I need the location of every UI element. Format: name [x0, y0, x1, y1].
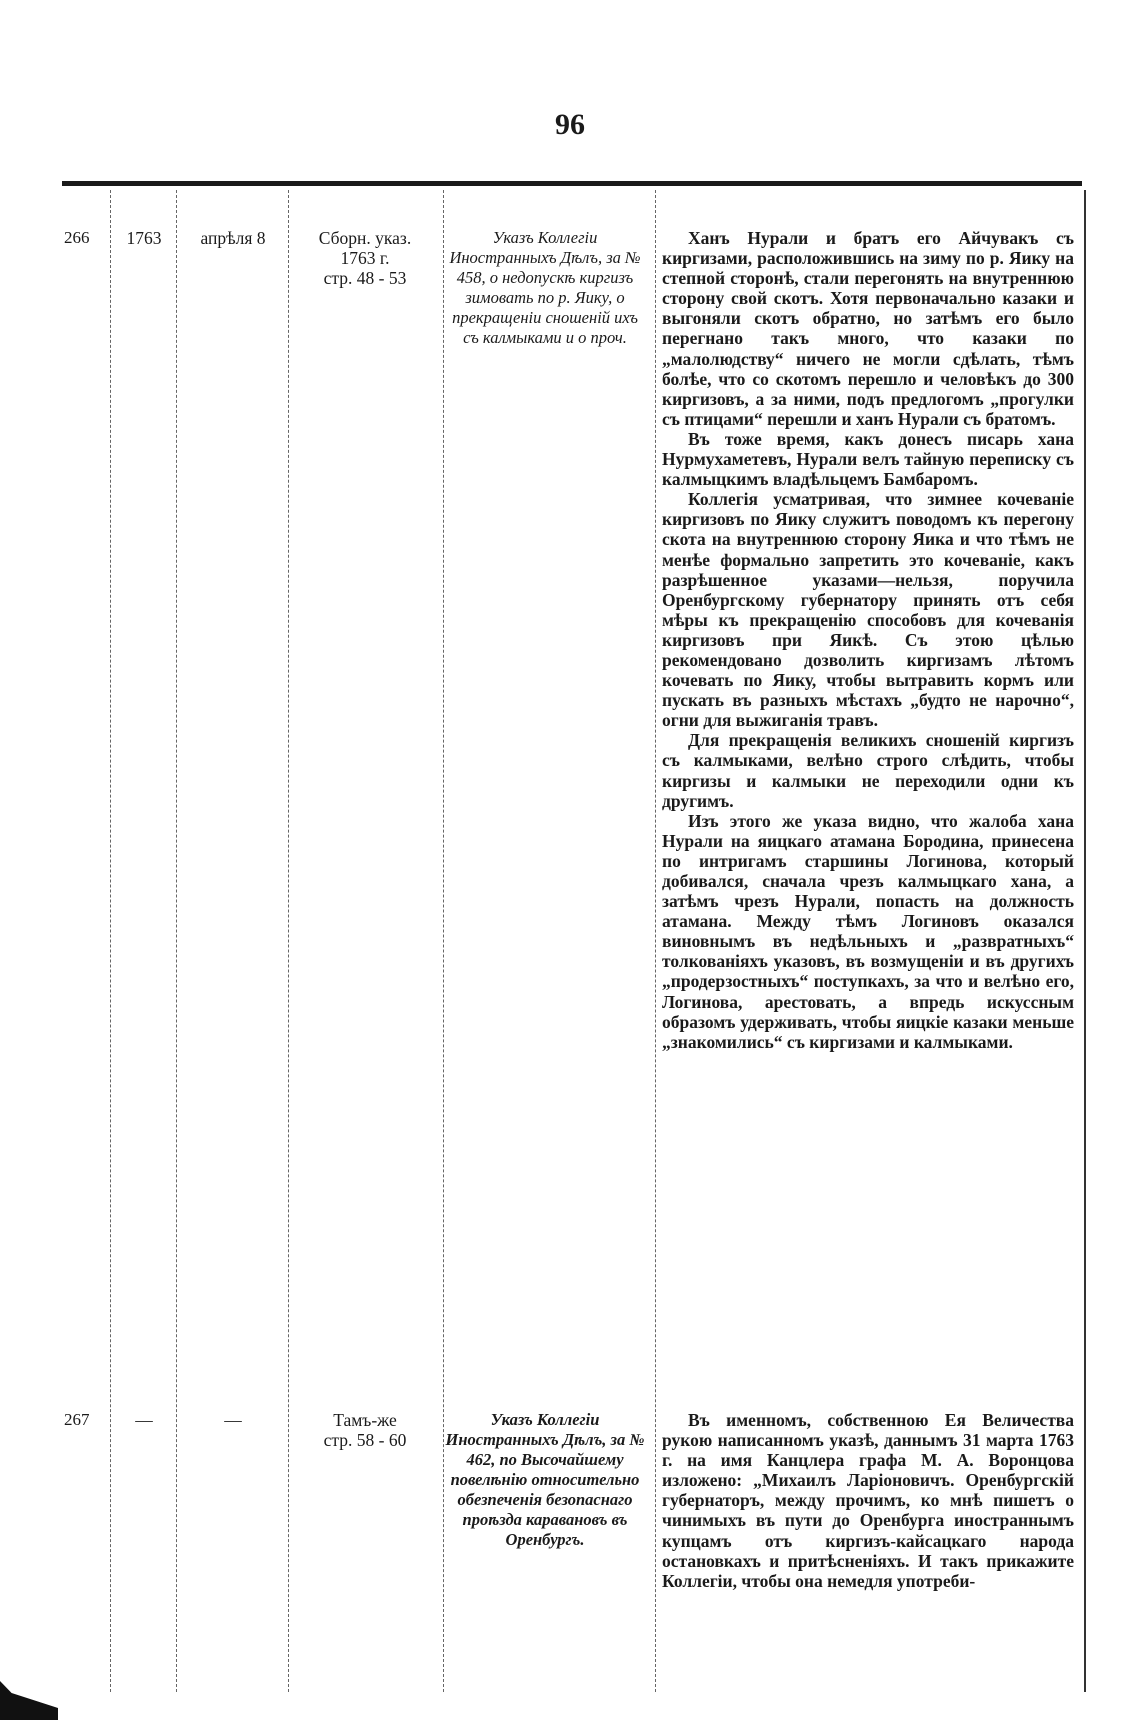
entry-title: Указъ Коллегіи Иностранныхъ Дѣлъ, за № 458, о недопускѣ киргизъ зимовать по р. Яику, о прекращеніи сношеній ихъ съ калмыками и о проч.	[449, 228, 641, 347]
entry-source	[290, 1410, 440, 1450]
column-divider	[110, 190, 111, 1692]
content-paragraph: Изъ этого же указа видно, что жалоба хана Нурали на яицкаго атамана Бородина, принесена по интригамъ старшины Логинова, который добивался, сначала чрезъ калмыцкаго хана, а затѣмъ чрезъ Нурали, попасть на должность атамана. Между тѣмъ Логиновъ оказался виновнымъ въ недѣльныхъ и „развратныхъ“ толкованіяхъ указовъ, въ возмущеніи и въ другихъ „продерзостныхъ“ поступкахъ, за что и велѣно его, Логинова, арестовать, а впредь искуссным образомъ удерживать, чтобы яицкіе казаки меньше „знакомились“ съ киргизами и калмыками.	[662, 810, 1074, 1052]
entry-date: —	[224, 1410, 242, 1430]
entry-content	[662, 228, 1074, 1052]
column-divider	[655, 190, 656, 1692]
entry-year: 1763	[126, 228, 162, 248]
column-divider	[443, 190, 444, 1692]
entry-number: 267	[64, 1410, 90, 1429]
entry-number: 266	[64, 228, 90, 247]
content-paragraph: Въ именномъ, собственною Ея Величества рукою написанномъ указѣ, даннымъ 31 марта 1763 г. на имя Канцлера графа М. А. Воронцова изложено: „Михаилъ Ларіоновичъ. Оренбургскій губернаторъ, между прочимъ, ко мнѣ пишетъ о чинимыхъ въ пути до Оренбурга иностраннымъ купцамъ отъ киргизъ-кайсацкаго народа остановкахъ и притѣсненіяхъ. И такъ прикажите Коллегіи, чтобы она немедля употреби-	[662, 1410, 1074, 1591]
column-divider	[176, 190, 177, 1692]
column-divider	[288, 190, 289, 1692]
source-line: Тамъ-же	[333, 1410, 397, 1430]
source-line: стр. 48 - 53	[323, 268, 407, 288]
binding-shadow	[0, 1660, 58, 1720]
entry-content	[662, 1410, 1074, 1591]
content-paragraph: Коллегія усматривая, что зимнее кочеваніе киргизовъ по Яику служитъ поводомъ къ перегону скота на внутреннюю сторону Яика и что тѣмъ не менѣе формально запретить это кочеваніе, какъ разрѣшенное указами—нельзя, поручила Оренбургскому губернатору принять отъ себя мѣры къ прекращенію способовъ для кочеванія киргизовъ при Яикѣ. Съ этою цѣлью рекомендовано дозволить киргизамъ лѣтомъ кочевать по Яику, чтобы вытравить кормъ или пускать въ разныхъ мѣстахъ „будто не нарочно“, огни для выжиганія травъ.	[662, 489, 1074, 731]
page-number: 96	[555, 108, 585, 141]
content-paragraph: Ханъ Нурали и братъ его Айчувакъ съ киргизами, расположившись на зиму по р. Яику на степной сторонѣ, стали перегонять на внутреннюю сторону свой скотъ. Хотя первоначально казаки и выгоняли скотъ обратно, но затѣмъ его было перегнано такъ много, что казаки по „малолюдству“ ничего не могли сдѣлать, тѣмъ болѣе, что со скотомъ перешло и человѣкъ до 300 киргизовъ, а за ними, подъ предлогомъ „прогулки съ птицами“ перешли и ханъ Нурали съ братомъ.	[662, 228, 1074, 429]
entry-date: апрѣля 8	[200, 228, 266, 248]
entry-title: Указъ Коллегіи Иностранныхъ Дѣлъ, за № 462, по Высочайшему повелѣнію относительно обезпеченія безопаснаго проѣзда каравановъ въ Оренбургъ.	[445, 1410, 645, 1549]
source-line: Сборн. указ.	[318, 228, 412, 248]
source-line: стр. 58 - 60	[323, 1430, 407, 1450]
entry-source	[290, 228, 440, 288]
column-divider	[1084, 190, 1086, 1692]
content-paragraph: Въ тоже время, какъ донесъ писарь хана Нурмухаметевъ, Нурали велъ тайную переписку съ калмыцкимъ владѣльцемъ Бамбаромъ.	[662, 428, 1074, 490]
entry-year: —	[135, 1410, 153, 1430]
header-rule	[62, 181, 1082, 186]
source-line: 1763 г.	[340, 248, 390, 268]
content-paragraph: Для прекращенія великихъ сношеній киргизъ съ калмыками, велѣно строго слѣдить, чтобы киргизы и калмыки не переходили одни къ другимъ.	[662, 730, 1074, 811]
